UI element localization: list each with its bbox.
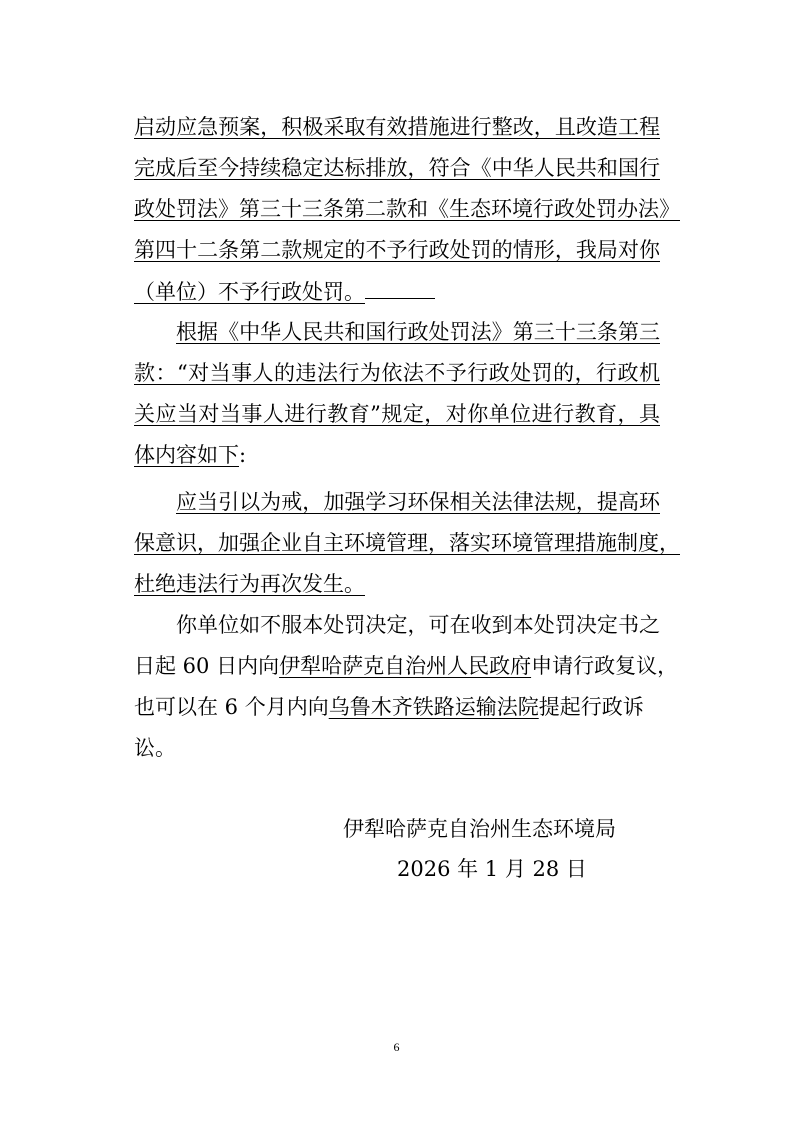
paragraph-1-line-4: 第四十二条第二款规定的不予行政处罚的情形，我局对你: [134, 238, 660, 262]
paragraph-1-line-2: 完成后至今持续稳定达标排放，符合《中华人民共和国行: [134, 156, 660, 180]
paragraph-2-line-4-text: 体内容如下: [134, 443, 239, 467]
paragraph-1-line-3: 政处罚法》第三十三条第二款和《生态环境行政处罚办法》: [134, 197, 680, 221]
review-authority: 伊犁哈萨克自治州人民政府: [279, 654, 532, 678]
paragraph-4-line-3-prefix: 也可以在 6 个月内向: [134, 695, 329, 719]
paragraph-3-line-3: [134, 569, 365, 599]
page-number: 6: [393, 1040, 400, 1054]
paragraph-2-line-3: 关应当对当事人进行教育”规定，对你单位进行教育，具: [134, 402, 660, 426]
paragraph-2-line-1: 根据《中华人民共和国行政处罚法》第三十三条第三: [176, 320, 660, 344]
issuer-name: 伊犁哈萨克自治州生态环境局: [343, 817, 616, 841]
paragraph-2-line-4: [134, 440, 246, 470]
paragraph-1-line-5-text: （单位）不予行政处罚。: [134, 280, 365, 304]
paragraph-4-line-3: [134, 692, 644, 722]
paragraph-4-line-2-prefix: 日起 60 日内向: [134, 654, 280, 678]
paragraph-4-line-1: 你单位如不服本处罚决定，可在收到本处罚决定书之: [176, 613, 660, 637]
paragraph-4-line-3-suffix: 提起行政诉: [538, 695, 644, 719]
paragraph-4-line-2-suffix: 申请行政复议，: [531, 654, 679, 678]
issue-date: 2026 年 1 月 28 日: [397, 857, 587, 881]
underline-filler: [365, 276, 435, 299]
litigation-court: 乌鲁木齐铁路运输法院: [328, 695, 539, 719]
paragraph-4-line-4: 讼。: [134, 736, 176, 760]
paragraph-4-line-2: [134, 651, 678, 681]
paragraph-1-line-5: [134, 276, 435, 307]
paragraph-2-line-2: 款：“对当事人的违法行为依法不予行政处罚的，行政机: [134, 361, 660, 385]
paragraph-3-line-1: 应当引以为戒，加强学习环保相关法律法规，提高环: [176, 490, 660, 514]
paragraph-1-line-1: 启动应急预案，积极采取有效措施进行整改，且改造工程: [134, 115, 660, 139]
paragraph-3-line-3-text: 杜绝违法行为再次发生。: [134, 572, 365, 596]
paragraph-3-line-2: 保意识，加强企业自主环境管理，落实环境管理措施制度，: [134, 531, 680, 555]
paragraph-2-colon: :: [239, 443, 247, 467]
